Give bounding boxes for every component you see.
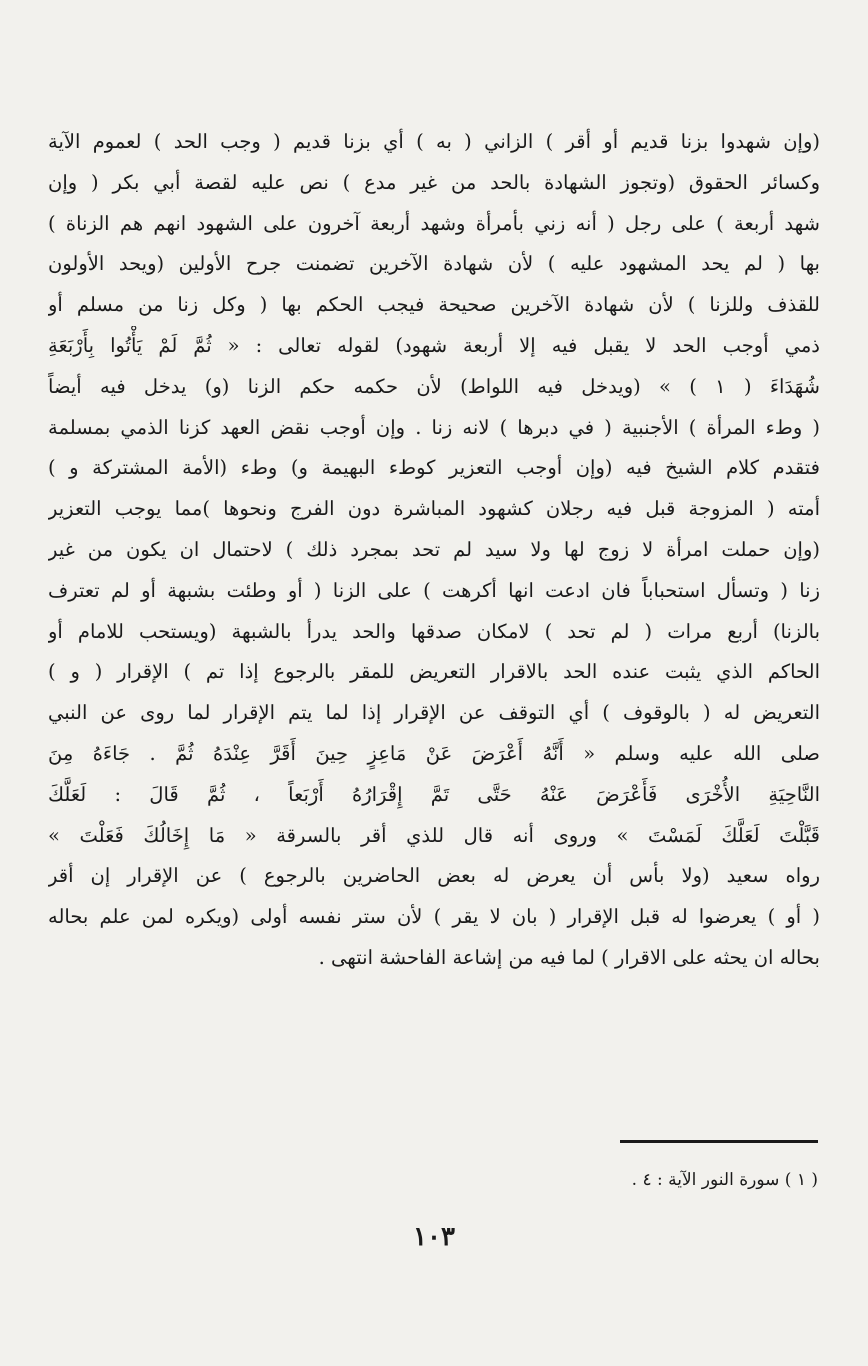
text-line: التعريض له ( بالوقوف ) أي التوقف عن الإقرار إذا لما يتم الإقرار لما روى عن النبي xyxy=(48,701,820,725)
text-line: النَّاحِيَةِ الأُخْرَى فَأَعْرَضَ عَنْهُ حَتَّى تَمَّ إِقْرَارُهُ أَرْبَعاً ، ثُمَّ قَالَ : لَعَلَّكَ xyxy=(48,782,820,806)
main-text-block xyxy=(48,122,820,979)
text-line: أمته ( المزوجة قبل فيه رجلان كشهود المباشرة دون الفرج ونحوها )مما يوجب التعزير xyxy=(48,497,820,521)
text-line: فتقدم كلام الشيخ فيه (وإن أوجب التعزير كوطء البهيمة و) وطء (الأمة المشتركة و ) xyxy=(48,456,820,480)
text-line: قَبَّلْتَ لَعَلَّكَ لَمَسْتَ » وروى أنه قال للذي أقر بالسرقة « مَا إِخَالُكَ فَعَلْتَ » xyxy=(48,823,820,847)
text-line: الحاكم الذي يثبت عنده الحد بالاقرار التعريض للمقر بالرجوع إذا تم ) الإقرار ( و ) xyxy=(48,660,820,684)
text-line: وكسائر الحقوق (وتجوز الشهادة بالحد من غير مدع ) نص عليه لقصة أبي بكر ( وإن xyxy=(48,170,820,194)
text-line: للقذف وللزنا ) لأن شهادة الآخرين صحيحة فيجب الحكم بها ( وكل زنا من مسلم أو xyxy=(48,293,820,317)
text-line: رواه سعيد (ولا بأس أن يعرض له بعض الحاضرين بالرجوع ) عن الإقرار إن أقر xyxy=(48,864,820,888)
footnote-separator xyxy=(620,1140,818,1143)
text-line: صلى الله عليه وسلم « أَنَّهُ أَعْرَضَ عَنْ مَاعِزٍ حِينَ أَقَرَّ عِنْدَهُ ثُمَّ . جَاءَهُ مِنَ xyxy=(48,741,820,765)
text-line: (وإن شهدوا بزنا قديم أو أقر ) الزاني ( به ) أي بزنا قديم ( وجب الحد ) لعموم الآية xyxy=(48,130,820,153)
text-line: بها ( لم يحد المشهود عليه ) لأن شهادة الآخرين تضمنت جرح الأولين (ويحد الأولون xyxy=(48,252,820,276)
text-line: زنا ( وتسأل استحباباً فان ادعت انها أكرهت ) على الزنا ( أو وطئت بشبهة أو لم تعترف xyxy=(48,578,820,602)
text-line: بحاله ان يحثه على الاقرار ) لما فيه من إشاعة الفاحشة انتهى . xyxy=(318,945,820,969)
footnote: ( ١ ) سورة النور الآية : ٤ . xyxy=(631,1170,818,1190)
text-line: ذمي أوجب الحد لا يقبل فيه إلا أربعة شهود) لقوله تعالى : « ثُمَّ لَمْ يَأْتُوا بِأَرْبَعَةِ xyxy=(48,333,820,357)
page-number: ١٠٣ xyxy=(413,1222,455,1252)
text-line: (وإن حملت امرأة لا زوج لها ولا سيد لم تحد بمجرد ذلك ) لاحتمال ان يكون من غير xyxy=(48,537,820,561)
text-line: شهد أربعة ) على رجل ( أنه زني بأمرأة وشهد أربعة آخرون على الشهود انهم هم الزناة ) xyxy=(48,211,820,235)
text-line: شُهَدَاءَ ( ١ ) » (ويدخل فيه اللواط) لأن حكمه حكم الزنا (و) يدخل فيه أيضاً xyxy=(48,374,820,398)
text-line: بالزنا) أربع مرات ( لم تحد ) لامكان صدقها والحد يدرأ بالشبهة (ويستحب للامام أو xyxy=(48,619,820,643)
text-line: ( أو ) يعرضوا له قبل الإقرار ( بان لا يقر ) لأن ستر نفسه أولى (ويكره لمن علم بحاله xyxy=(48,905,820,929)
text-line: ( وطء المرأة ) الأجنبية ( في دبرها ) لانه زنا . وإن أوجب نقض العهد كزنا الذمي بمسلمة xyxy=(48,415,820,439)
